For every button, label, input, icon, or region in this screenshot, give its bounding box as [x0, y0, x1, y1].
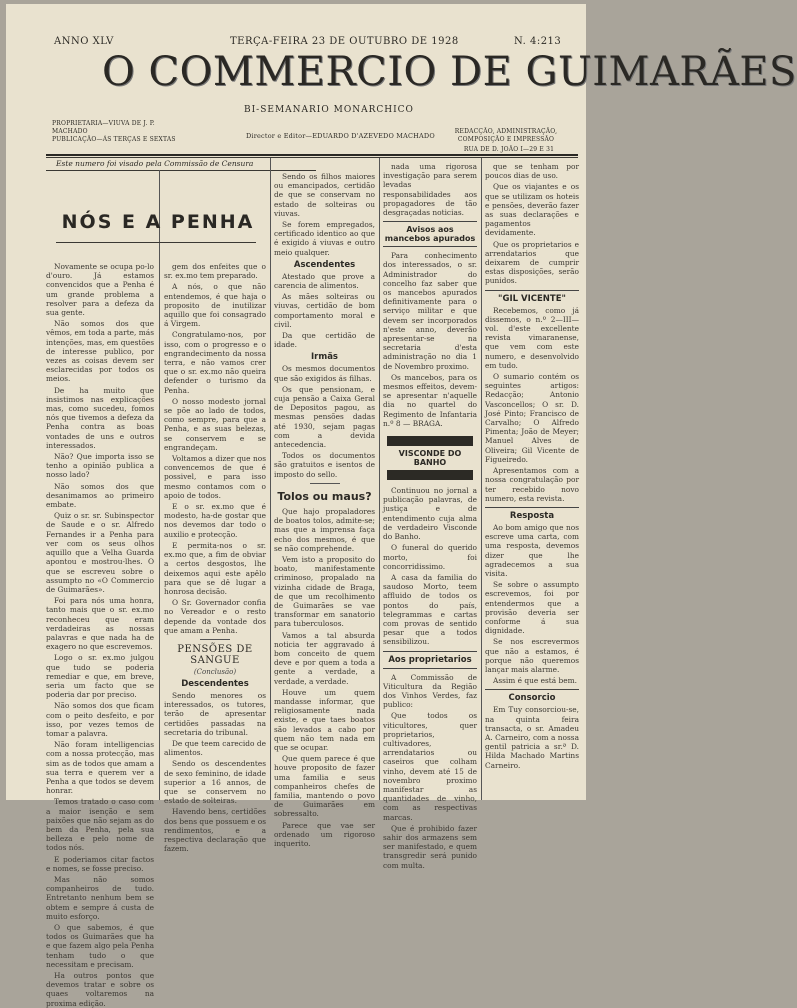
paragraph: Não? Que importa isso se tenho a opinião publica a nosso lado? [46, 452, 154, 480]
column-rule [270, 158, 271, 800]
redaccao: REDACÇÃO, ADMINISTRAÇÃO, COMPOSIÇÃO E IMPRESSÃO [454, 128, 558, 143]
column-5 [485, 162, 579, 800]
paragraph: Vamos a tal absurda noticia ter aggravado á bom conceito de quem deve e por quem a toda a gente a verdade, a verdade, a verdade. [274, 630, 375, 686]
paragraph: Que quem parece é que houve proposito de fazer uma familia e seus companheiros chefes de familia, mantendo o povo de Guimarães em sobressalto. [274, 754, 375, 819]
divider [200, 639, 230, 640]
masthead-title: O COMMERCIO DE GUIMARÃES [102, 49, 797, 95]
paragraph: nada uma rigorosa investigação para serem levadas responsabilidades aos propagadores de tão desgraçadas noticias. [383, 162, 477, 218]
paragraph: gem dos enfeites que o sr. ex.mo tem preparado. [164, 262, 266, 281]
column-rule [159, 170, 160, 800]
paragraph: Que os proprietarios e arrendatarios que deixarem de cumprir estas disposições, serão punidos. [485, 239, 579, 286]
paragraph: Se forem empregados, certificado identico ao que é exigido á viuvas e outro meio qualquer. [274, 220, 375, 257]
header-rule-thin [46, 157, 578, 158]
paragraph: Se sobre o assumpto escrevemos, foi por entendermos que a provisão deveria ser conforme á sua dignidade. [485, 580, 579, 636]
paragraph: Atestado que prove a carencia de alimentos. [274, 271, 375, 291]
column-3 [274, 172, 375, 848]
paragraph: Sendo os descendentes de sexo feminino, de idade superior a 16 annos, de que se conservem no estado de solteiras. [164, 759, 266, 806]
director-editor: Director e Editor—EDUARDO D'AZEVEDO MACHADO [246, 132, 435, 140]
black-band [387, 436, 473, 446]
heading-visconde: VISCONDE DO BANHO [398, 449, 462, 468]
paragraph: Houve um quem mandasse informar, que religiosamente nada existe, e que taes boatos são levados a cabo por quem não tem nada em que se ocupar. [274, 687, 375, 752]
paragraph: Ao bom amigo que nos escreve uma carta, com uma resposta, devemos dizer que lhe agradecemos a sua visita. [485, 522, 579, 578]
paragraph: Não foram intelligencias com a nossa protecção, mas sim as de todos que amam a sua terra e querem ver a Penha a que todos se devem honrar. [46, 740, 154, 796]
column-4 [383, 162, 477, 870]
paragraph: O nosso modesto jornal se põe ao lado de todos, como sempre, para que a Penha, e as suas belezas, se conservem e se engrandeçam. [164, 396, 266, 452]
heading-proprietarios: Aos proprietarios [388, 654, 472, 665]
paragraph: Sendo menores os interessados, os tutores, terão de apresentar certidões passadas na secretaria do tribunal. [164, 690, 266, 737]
paragraph: De ha muito que insistimos nas explicações mas, como sucedeu, fomos nós que tivemos a defeza da Penha contra as boas vontades de uns e outros interessados. [46, 385, 154, 450]
issue-number: N. 4:213 [514, 36, 562, 47]
paragraph: Não somos dos que desanimamos ao primeiro embate. [46, 481, 154, 510]
paragraph: O Sr. Governador confia no Vereador e o resto depende da vontade dos que amam a Penha. [164, 598, 266, 635]
divider [310, 483, 340, 484]
paragraph: Congratulamo-nos, por isso, com o progresso e o engrandecimento da nossa terra, e não vamos crer que o sr. ex.mo não queira defender o turismo da Penha. [164, 330, 266, 395]
paragraph: Novamente se ocupa po-lo d'ouro. Já estamos convencidos que a Penha é um grande problema a resolver para a defeza da sua gente. [46, 262, 154, 318]
column-rule [481, 158, 482, 800]
newspaper-page [6, 4, 797, 1008]
paragraph: A nós, o que não entendemos, é que haja o proposito de inutilizar aquillo que foi consagrado á Virgem. [164, 282, 266, 329]
column-1 [46, 262, 154, 1008]
heading-gil-vicente: "GIL VICENTE" [498, 293, 566, 304]
paragraph: Temos tratado o caso com a maior isenção e sem paixões que não sejam as do bem da Penha, pela sua belleza e pelo nome de todos nós. [46, 797, 154, 853]
subheading-conclusao: (Conclusão) [193, 667, 237, 676]
paragraph: Vem isto a proposito do boato, manifestamente criminoso, propalado na vizinha cidade de Braga, de que um recolhimento de Guimarães se vae transformar em sanatorio para tuberculosos. [274, 554, 375, 629]
anno-label: ANNO XLV [54, 36, 114, 47]
censura-note: Este numero foi visado pela Commissão de Censura [56, 159, 254, 168]
censura-rule [46, 170, 316, 171]
paragraph: Que os viajantes e os que se utilizam os hoteis e pensões, deverão fazer as suas declarações e pagamentos devidamente. [485, 182, 579, 238]
paragraph: Todos os documentos são gratuitos e isentos de imposto do sello. [274, 451, 375, 479]
article-title-penha: NÓS E A PENHA [61, 211, 255, 233]
paragraph: E o sr. ex.mo que é modesto, ha-de gostar que nos devemos dar todo o auxilio e protecção. [164, 502, 266, 539]
publicacao: PUBLICAÇÃO—ÁS TERÇAS E SEXTAS [52, 136, 176, 143]
heading-pensoes: PENSÕES DE SANGUE [177, 643, 253, 666]
paragraph: que se tenham por poucos dias de uso. [485, 162, 579, 181]
paragraph: Da que certidão de idade. [274, 331, 375, 350]
paragraph: Logo o sr. ex.mo julgou que tudo se poderia remediar e que, em breve, seria um facto que se poderia dar por preciso. [46, 653, 154, 700]
black-band [387, 470, 473, 480]
paragraph: As mães solteiras ou viuvas, certidão de bom comportamento moral e civil. [274, 292, 375, 329]
paragraph: Não somos dos que ficam com o peito desfeito, e por isso, por vezes temos de tomar a palavra. [46, 701, 154, 738]
paragraph: Voltamos a dizer que nos convencemos de que é possivel, e para isso mesmo contamos com o apoio de todos. [164, 454, 266, 500]
issue-date: TERÇA-FEIRA 23 DE OUTUBRO DE 1928 [230, 36, 459, 47]
paragraph: Em Tuy consorciou-se, na quinta feira transacta, o sr. Amadeu A. Carneiro, com a nossa gentil patricia a sr.ª D. Hilda Machado Martins Carneiro. [485, 705, 579, 770]
paragraph: O sumario contém os seguintes artigos: Redacção; Antonio Vasconcellos; O sr. D. José Pinto; Francisco de Carvalho; O Alfredo Pimenta; João de Meyer; Manuel Alves de Oliveira; Gil Vicente de Figueiredo. [485, 372, 579, 464]
paragraph: De que teem carecido de alimentos. [164, 738, 266, 758]
paragraph: A casa da familia do saudoso Morto, teem affluido de todos os pontos do país, telegrammas e cartas com provas de sentido pesar que a todos sensibilizou. [383, 572, 477, 647]
paragraph: A Commissão de Viticultura da Região dos Vinhos Verdes, faz publico: [383, 672, 477, 710]
heading-tolos: Tolos ou maus? [277, 489, 372, 503]
title-rule [56, 242, 256, 243]
paragraph: Que é prohibido fazer sahir dos armazens sem ser manifestado, e quem transgredir será punido com multa. [383, 823, 477, 870]
heading-consorcio: Consorcio [508, 693, 556, 704]
paragraph: E permita-nos o sr. ex.mo que, a fim de obviar a certos desgostos, lhe deixemos aqui este apêlo para que se dê lugar a honrosa decisão. [164, 540, 266, 596]
paragraph: Que todos os viticultores, quer proprietarios, cultivadores, arrendatarios ou caseiros que colham vinho, devem até 15 de novembro proximo manifestar as quantidades de vinho, com as respectivas marcas. [383, 711, 477, 822]
heading-avisos: Avisos aos mancebos apurados [384, 225, 476, 244]
masthead-subtitle: BI-SEMANARIO MONARCHICO [244, 105, 414, 115]
heading-ascendentes: Ascendentes [293, 259, 356, 270]
paragraph: Que hajo propaladores de boatos tolos, admite-se; mas que a imprensa faça echo dos mesmos, é que se não comprehende. [274, 506, 375, 553]
paragraph: Os mancebos, para os mesmos effeitos, devem-se apresentar n'aquelle dia no quartel do Regimento de Infantaria n.º 8 — BRAGA. [383, 372, 477, 428]
column-rule [379, 158, 380, 800]
paragraph: Ha outros pontos que devemos tratar e sobre os quaes voltaremos na proxima edição. [46, 971, 154, 1008]
paragraph: Não somos dos que vêmos, em toda a parte, más intenções, mas, em questões de interesse publico, por vezes as coisas devem ser esclarecidas por todos os meios. [46, 319, 154, 384]
paragraph: Foi para nós uma honra, tanto mais que o sr. ex.mo reconheceu que eram verdadeiras as nossas palavras e que nada ha de exagero no que escrevemos. [46, 596, 154, 652]
heading-descendentes: Descendentes [181, 678, 249, 689]
paragraph: Recebemos, como já dissemos, o n.º 2—III—vol. d'este excellente revista vimaranense, que vem com este numero, e desenvolvido em tudo. [485, 305, 579, 370]
paragraph: O que sabemos, é que todos os Guimarães que ha e que fazem algo pela Penha tenham tudo o que necessitam e precisam. [46, 923, 154, 969]
paragraph: Os que pensionam, e cuja pensão a Caixa Geral de Depositos pagou, as mesmas pensões dadas até 1930, sejam pagas com a devida antecedencia. [274, 384, 375, 450]
paragraph: Assim é que está bem. [493, 676, 577, 686]
paragraph: Apresentamos com a nossa congratulação por ter recebido novo numero, esta revista. [485, 466, 579, 503]
heading-irmas: Irmãs [310, 352, 338, 363]
paragraph: Havendo bens, certidões dos bens que possuem e os rendimentos, e a respectiva declaração que fazem. [164, 807, 266, 854]
paragraph: O funeral do querido morto, foi concorridissimo. [383, 543, 477, 571]
header-rule [46, 154, 578, 156]
paragraph: Parece que vae ser ordenado um rigoroso inquerito. [274, 820, 375, 848]
paragraph: Mas não somos companheiros de tudo. Entretanto nenhum bem se obtem e sempre á custa de muito esforço. [46, 875, 154, 921]
paragraph: Os mesmos documentos que são exigidos ás filhas. [274, 364, 375, 383]
proprietario: PROPRIETARIA—VIUVA DE J. P. MACHADO [52, 120, 155, 135]
paragraph: Se nos escrevermos que não a estamos, é porque não queremos lançar mais alarme. [485, 637, 579, 674]
column-2 [164, 262, 266, 854]
paragraph: Continuou no jornal a publicação palavras, de justiça e de entendimento cuja alma de verdadeiro Visconde do Banho. [383, 486, 477, 542]
heading-resposta: Resposta [509, 510, 555, 521]
paragraph: E poderiamos citar factos e nomes, se fosse preciso. [46, 854, 154, 873]
paragraph: Para conhecimento dos interessados, o sr. Administrador do concelho faz saber que os mancebos apurados definitivamente para o serviço militar e que devem ser incorporados n'este anno, deverão apresentar-se na secretaria d'esta administração no dia 1 de Novembro proximo. [383, 251, 477, 371]
paragraph: Sendo os filhos maiores ou emancipados, certidão de que se conservam no estado de solteiras ou viuvas. [274, 172, 375, 218]
paragraph: Quiz o sr. sr. Subinspector de Saude e o sr. Alfredo Fernandes ir a Penha para ver com os seus olhos aquillo que a Velha Guarda apontou e mostrou-lhes. O que se escreveu sobre o assumpto no «O Commercio de Guimarães». [46, 511, 154, 594]
rua: RUA DE D. JOÃO I—29 E 31 [463, 146, 555, 153]
